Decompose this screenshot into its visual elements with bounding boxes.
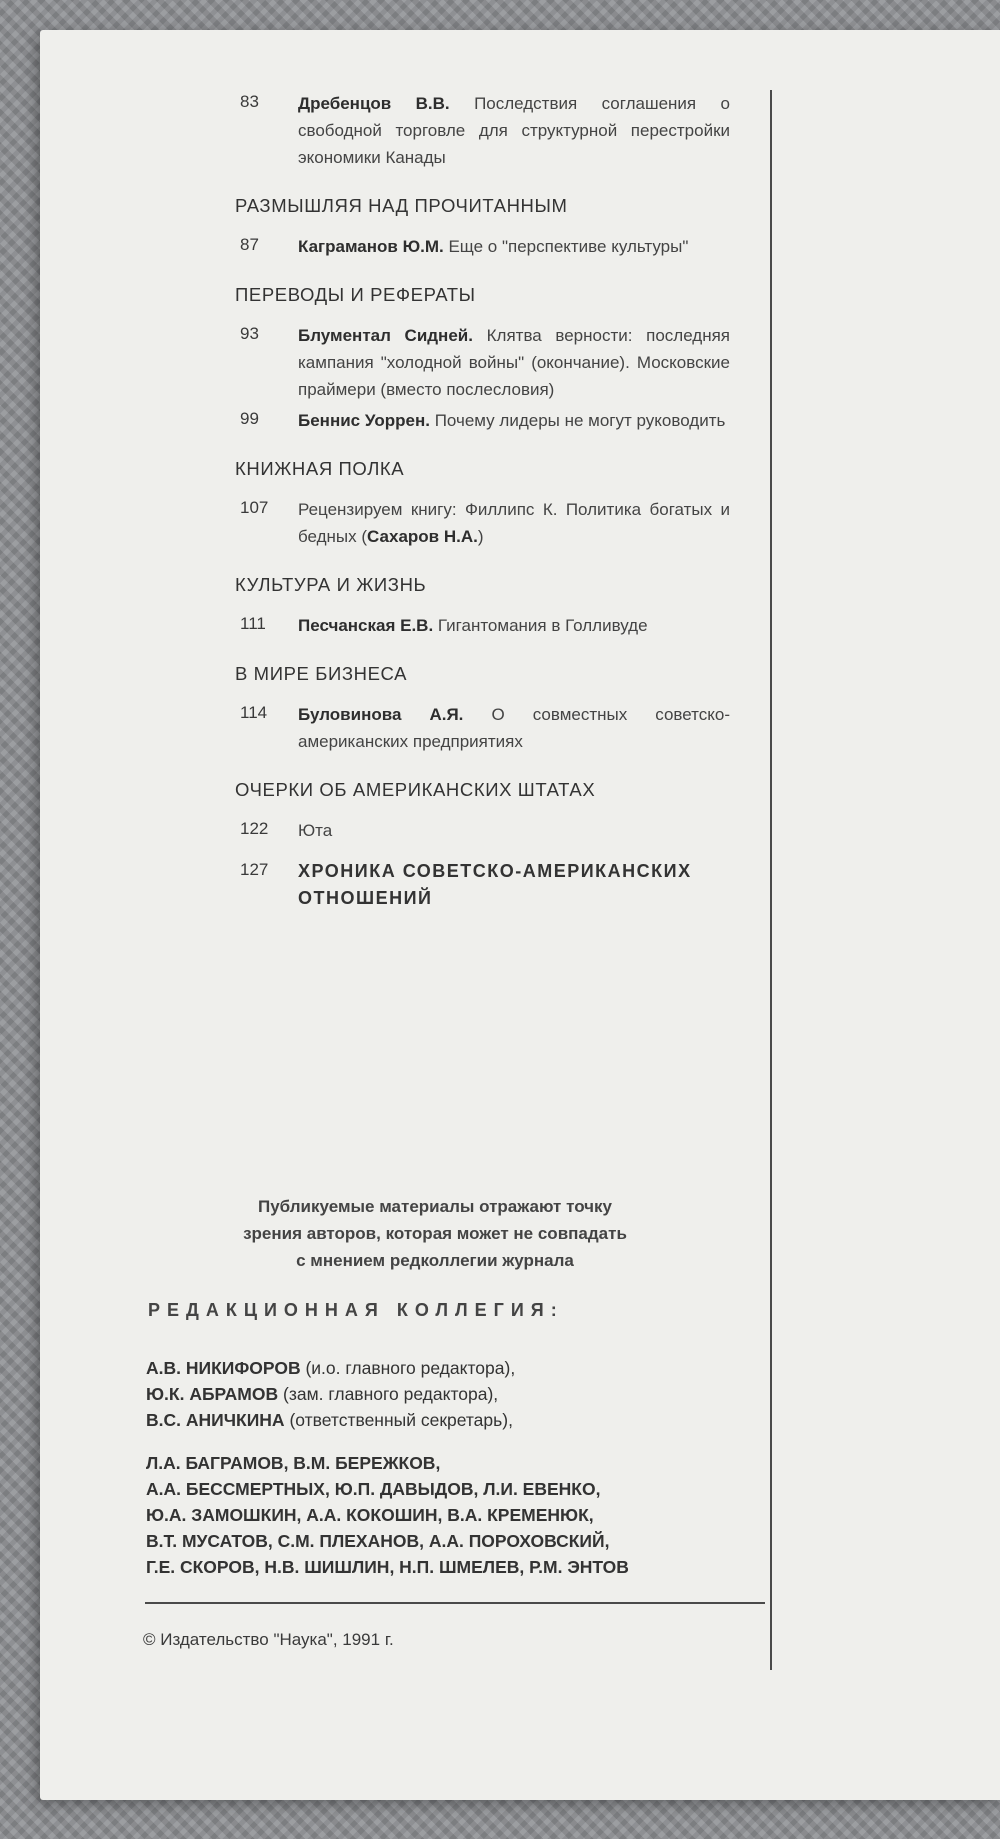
toc-entry	[240, 322, 730, 403]
entry-text	[298, 322, 730, 403]
author-name: Буловинова А.Я.	[298, 705, 464, 724]
officer-role: (зам. главного редактора),	[283, 1384, 499, 1404]
toc-entry	[240, 612, 730, 639]
board-officer	[146, 1355, 515, 1381]
entry-text	[298, 496, 730, 550]
disclaimer-line: с мнением редколлегии журнала	[296, 1251, 574, 1270]
author-name: Беннис Уоррен.	[298, 411, 430, 430]
author-name: Песчанская Е.В.	[298, 616, 434, 635]
board-members-line: Г.Е. СКОРОВ, Н.В. ШИШЛИН, Н.П. ШМЕЛЕВ, Р.М. ЭНТОВ	[146, 1557, 629, 1577]
entry-text	[298, 233, 730, 260]
table-of-contents	[235, 90, 730, 916]
toc-entry	[240, 90, 730, 171]
editorial-board-heading: РЕДАКЦИОННАЯ КОЛЛЕГИЯ:	[148, 1300, 564, 1320]
disclaimer	[185, 1193, 685, 1274]
toc-entry	[240, 496, 730, 550]
entry-text	[298, 407, 730, 434]
page-number: 122	[240, 819, 269, 838]
page-number: 107	[240, 498, 269, 517]
entry-text	[298, 701, 730, 755]
entry-text	[298, 817, 730, 844]
copyright-notice: © Издательство "Наука", 1991 г.	[143, 1630, 394, 1649]
author-name: Дребенцов В.В.	[298, 94, 450, 113]
officer-role: (и.о. главного редактора),	[305, 1358, 516, 1378]
section-title: ПЕРЕВОДЫ И РЕФЕРАТЫ	[235, 284, 476, 305]
entry-text	[298, 612, 730, 639]
horizontal-rule	[145, 1602, 765, 1604]
article-title: Последствия соглашения о свободной торговле для структурной перестройки экономики Канады	[298, 94, 730, 167]
page-number: 93	[240, 324, 259, 343]
page-number: 99	[240, 409, 259, 428]
article-title: Гигантомания в Голливуде	[437, 616, 648, 635]
section-title: КУЛЬТУРА И ЖИЗНЬ	[235, 574, 427, 595]
page-number: 127	[240, 860, 269, 879]
author-name: Каграманов Ю.М.	[298, 237, 444, 256]
vertical-rule	[770, 90, 772, 1670]
article-title: ХРОНИКА СОВЕТСКО-АМЕРИКАНСКИХ ОТНОШЕНИЙ	[298, 861, 692, 908]
toc-entry	[240, 233, 730, 260]
disclaimer-line: Публикуемые материалы отражают точку	[257, 1197, 613, 1216]
board-members-line: Ю.А. ЗАМОШКИН, А.А. КОКОШИН, В.А. КРЕМЕНЮК,	[146, 1505, 594, 1525]
entry-text	[298, 90, 730, 171]
officer-role: (ответственный секретарь),	[289, 1410, 513, 1430]
board-members-line: Л.А. БАГРАМОВ, В.М. БЕРЕЖКОВ,	[146, 1453, 441, 1473]
editorial-board-officers	[146, 1355, 515, 1433]
page-number: 114	[240, 703, 268, 722]
board-members-line: А.А. БЕССМЕРТНЫХ, Ю.П. ДАВЫДОВ, Л.И. ЕВЕНКО,	[146, 1479, 601, 1499]
board-members-line: В.Т. МУСАТОВ, С.М. ПЛЕХАНОВ, А.А. ПОРОХОВСКИЙ,	[146, 1531, 610, 1551]
officer-name: Ю.К. АБРАМОВ	[146, 1384, 279, 1404]
article-title: Юта	[298, 821, 333, 840]
toc-entry	[240, 858, 730, 912]
article-title: Почему лидеры не могут руководить	[434, 411, 726, 430]
disclaimer-line: зрения авторов, которая может не совпадать	[243, 1224, 627, 1243]
author-name: Блументал Сидней.	[298, 326, 473, 345]
section-title: КНИЖНАЯ ПОЛКА	[235, 458, 405, 479]
board-officer	[146, 1381, 515, 1407]
section-title: В МИРЕ БИЗНЕСА	[235, 663, 408, 684]
board-officer	[146, 1407, 515, 1433]
page-number: 111	[240, 614, 266, 633]
entry-text	[298, 858, 730, 912]
officer-name: В.С. АНИЧКИНА	[146, 1410, 285, 1430]
editorial-board-members	[146, 1450, 629, 1580]
toc-entry	[240, 407, 730, 434]
reviewer-name: Сахаров Н.А.	[367, 527, 478, 546]
section-title: РАЗМЫШЛЯЯ НАД ПРОЧИТАННЫМ	[235, 195, 568, 216]
article-title: Рецензируем книгу: Филлипс К. Политика богатых и бедных (	[298, 500, 730, 546]
article-title: О совместных советско-американских предприятиях	[298, 705, 730, 751]
toc-entry	[240, 701, 730, 755]
toc-entry	[240, 817, 730, 844]
page-number: 87	[240, 235, 259, 254]
article-title: Еще о "перспективе культуры"	[448, 237, 689, 256]
article-title: Клятва верности: последняя кампания "холодной войны" (окончание). Московские праймери (вместо послесловия)	[298, 326, 730, 399]
officer-name: А.В. НИКИФОРОВ	[146, 1358, 301, 1378]
closing-paren: )	[477, 527, 484, 546]
page-number: 83	[240, 92, 259, 111]
section-title: ОЧЕРКИ ОБ АМЕРИКАНСКИХ ШТАТАХ	[235, 779, 596, 800]
